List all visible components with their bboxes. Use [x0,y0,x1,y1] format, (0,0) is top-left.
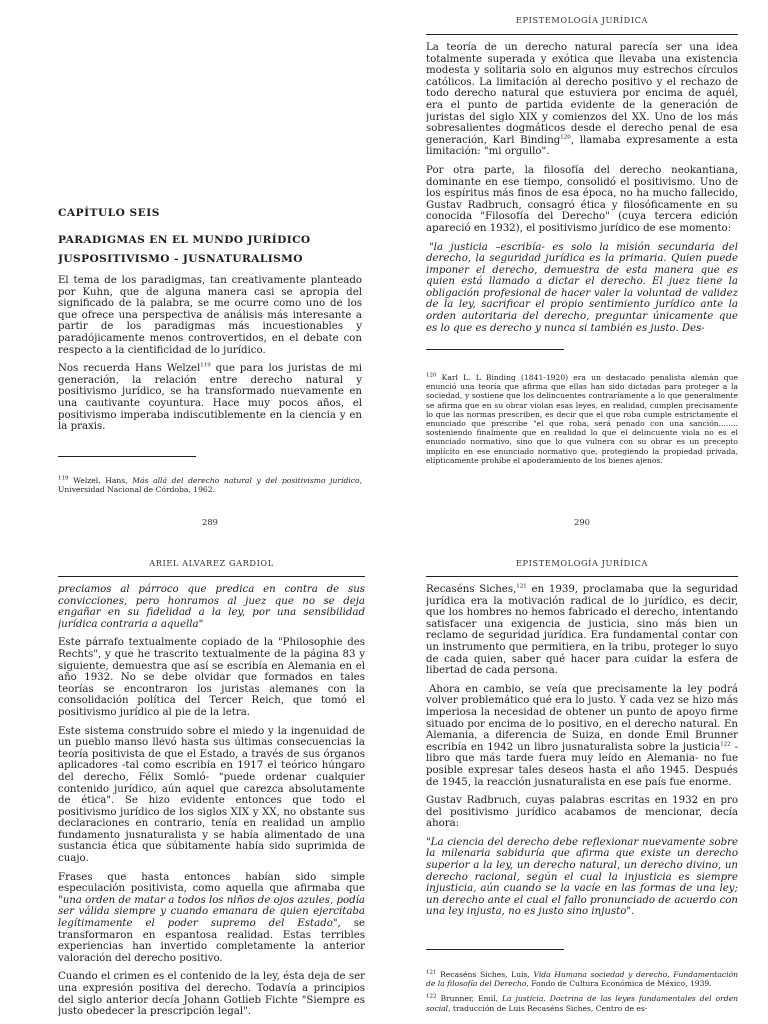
block-quote: preciamos al párroco que predica en contra de sus convicciones, pero honramos al juez que no se deja engañar en su fidelidad a la ley, por una sensibilidad jurídica contraria a aquella" [58,584,365,630]
footnote-number: 120 [426,372,437,379]
text: Recaséns Siches, [426,584,517,595]
footnote-number: 119 [58,475,69,482]
text: , traducción de Luis Recaséns Siches, Centro de es- [448,1003,648,1013]
footnote-ref: 121 [516,583,527,590]
footnote-ref: 122 [720,741,731,748]
footnote-ref: 120 [560,134,571,141]
body-text [58,275,362,440]
running-header: ARIEL ALVAREZ GARDIOL [149,558,274,568]
paragraph: El tema de los paradigmas, tan creativamente planteado por Kuhn, que de alguna manera casi se apropia del significado de la palabra, se me ocurre como uno de los que ofrece una perspectiva de análisis más interesante a partir de los paradigmas más incuestionables y paradójicamente menos controvertidos, en el debate con respecto a la cientificidad de lo jurídico. [58,275,362,356]
text: Ahora en cambio, se veía que precisamente la ley podrá volver problemático qué era lo justo. Y cada vez se hizo más imperiosa la necesidad de obtener un punto de apoyo firme situado por encima de lo positivo, en el derecho natural. En Alemania, a diferencia de Suiza, en donde Emil Brunner escribía en 1942 un libro jusnaturalista sobre la justicia [426,683,738,753]
text: , Fondo de Cultura Económica de México, 1939. [526,979,712,989]
paragraph: Este párrafo textualmente copiado de la "Philosophie des Rechts", y que he trascrito textualmente de la página 83 y siguiente, demuestra que así se escribía en Alemania en el año 1932. No se debe olvidar que formados en tales teorías se encontraron los juristas alemanes con la consolidación política del Tercer Reich, que tomó el positivismo jurídico al pie de la letra. [58,637,365,718]
body-text [58,584,365,1024]
text: La teoría de un derecho natural parecía ser una idea totalmente superada y exótica que llevaba una existencia modesta y solitaria solo en algunos muy estrechos círculos católicos. La limitación al derecho positivo y el rechazo de todo derecho natural que estuviera por encima de aquél, era el punto de partida evidente de la generación de juristas del siglo XIX y comienzos del XX. Uno de los más sobresalientes dogmáticos desde el derecho penal de esa generación, Karl Binding [426,42,738,146]
footnote-ref: 119 [200,362,211,369]
chapter-heading-block [58,208,362,227]
page-number: 289 [202,517,218,527]
header-rule [426,576,738,577]
footnote-119 [58,476,362,494]
footnote-120 [426,373,738,465]
page-number: 290 [574,517,590,527]
chapter-title-line-2: JUSPOSITIVISMO - JUSNATURALISMO [58,253,303,266]
footnote-separator [426,949,564,950]
text: en 1939, proclamaba que la seguridad jurídica era la motivación radical de lo jurídico, es decir, que los hombres no hemos fabricado el derecho, intentando satisfacer una exigencia de justicia, sino más bien un reclamo de seguridad jurídica. Era fundamental contar con un instrumento que permitiera, en la tribu, proteger lo suyo de cada quien, saber qué hacer para cuidar la esfera de libertad de cada persona. [426,584,738,677]
body-text [426,584,738,925]
page-290 [426,0,738,538]
text: - libro que más tarde fuera muy leído en Alemania- no fue posible expresar tales deseos hasta el año 1945. Después de 1945, la reacción jusnaturalista en ese país fue enorme. [426,741,738,788]
paragraph [58,363,362,433]
paragraph [426,684,738,788]
page-292 [426,546,738,1024]
footnote-121 [426,970,738,988]
footnote-separator [426,349,564,350]
text: Welzel, Hans, [68,476,133,485]
italic-text: una orden de matar a todos los niños de ojos azules, podía ser válida siempre y cuando emanara de quien ejercitaba legítimamente el poder supremo del Estado [58,894,365,930]
text: Brunner, Emil, [436,994,502,1004]
chapter-title-line-1: PARADIGMAS EN EL MUNDO JURÍDICO [58,234,311,246]
page-289 [58,0,362,538]
running-header: EPISTEMOLOGÍA JURÍDICA [515,558,649,568]
header-rule [426,34,738,35]
chapter-title-block [58,234,362,273]
text: que para los juristas de mi generación, la relación entre derecho natural y positivismo jurídico, se ha transformado nuevamente en una cautivante coyuntura. Hace muy pocos años, el positivismo imperaba indiscutiblemente en la ciencia y en la praxis. [58,363,362,433]
text: Recaséns Siches, Luis, [436,970,534,979]
block-quote: "La ciencia del derecho debe reflexionar nuevamente sobre la milenaria sabiduría que afirma que existe un derecho superior a la ley, un derecho natural, un derecho divino, un derecho racional, según el cual la injusticia es siempre injusticia, aún cuando se la vacíe en las formas de una ley; un derecho ante el cual el fallo pronunciado de acuerdo con una ley injusta, no es justo sino injusto". [426,836,738,918]
book-title: La justicia. Doctrina de las leyes fundamentales del orden social [426,994,738,1013]
paragraph [426,584,738,677]
text: , llamaba expresamente a esta limitación: "mi orgullo". [426,134,738,158]
text: Karl L. L Binding (1841-1920) era un destacado penalista alemán que enunció una teoría que afirma que ellas han sido dictadas para proteger a la sociedad, y sostiene que los delincuentes contraríamente a lo que generalmente se afirma que en su obrar violan esas leyes, en realidad, cumplen precisamente lo que las normas prescriben, es decir que el que roba cumple estrictamente el enunciado que prescribe "el que roba, será penado con una sanción........ sosteniendo finalmente que en realidad lo que el delincuente viola no es el enunciado normativo, sino que lo que vulnera con su obrar es un precepto implícito en ese enunciado normativo que, protegiendo la propiedad privada, elípticamente prohíbe el apoderamiento de los bienes ajenos. [426,373,738,465]
text: , Universidad Nacional de Córdoba, 1962. [58,476,362,495]
paragraph: Gustav Radbruch, cuyas palabras escritas en 1932 en pro del positivismo jurídico acabamos de mencionar, decía ahora: [426,795,738,830]
body-text [426,42,738,341]
footnotes [426,970,738,1019]
footnotes [426,373,738,471]
footnotes [58,476,362,500]
footnote-number: 122 [426,993,437,1000]
page-291 [58,546,365,1024]
footnote-number: 121 [426,969,437,976]
paragraph [426,42,738,158]
text: ", se transformaron en espantosa realidad. Estas terribles experiencias han invertido completamente la anterior valoración del derecho positivo. [58,918,365,964]
text: Nos recuerda Hans Welzel [58,363,201,375]
paragraph: Por otra parte, la filosofía del derecho neokantiana, dominante en ese tiempo, consolidó el positivismo. Uno de los espíritus más finos de esa época, no ha mucho fallecido, Gustav Radbruch, consagró ética y filosóficamente en su conocida "Filosofía del Derecho" (cuya tercera edición apareció en 1932), el positivismo jurídico de ese momento: [426,164,738,234]
paragraph: Este sistema construido sobre el miedo y la ingenuidad de un pueblo manso llevó hasta sus últimas consecuencias la teoría positivista de que el Estado, a través de sus órganos aplicadores -tal como escribía en 1917 el teórico húngaro del derecho, Félix Somló- "puede ordenar cualquier contenido jurídico, aún aquel que carezca absolutamente de ética". Se hizo evidente entonces que todo el positivismo jurídico de los siglos XIX y XX, no obstante sus declaraciones en contrario, tenía en realidad un amplio fundamento jusnaturalista y se había alimentado de una sustancia ética que súbitamente había sido suprimida de cuajo. [58,725,365,865]
block-quote: "la justicia –escribía- es solo la misión secundaria del derecho, la seguridad jurídica es la primaria. Quien puede imponer el derecho, demuestra de esta manera que es quien está llamado a dictar el derecho. El juez tiene la obligación profesional de hacer valer la voluntad de validez de la ley, sacrificar el propio sentimiento jurídico ante la orden autoritaria del derecho, preguntar únicamente que es lo que es derecho y nunca si también es justo. Des- [426,241,738,334]
header-rule [58,576,365,577]
book-title: Más allá del derecho natural y del positivismo jurídico [132,476,360,485]
footnote-separator [58,456,196,457]
chapter-label: CAPÍTULO SEIS [58,207,160,219]
text: Frases que hasta entonces habían sido simple especulación positivista, como aquella que afirmaba que " [58,871,365,906]
paragraph: Cuando el crimen es el contenido de la ley, ésta deja de ser una expresión positiva del derecho. Todavía a principios del siglo anterior decía Johann Gotlieb Fichte "Siempre es justo obedecer la prescripción legal". [58,971,365,1018]
footnote-122 [426,994,738,1012]
running-header: EPISTEMOLOGÍA JURÍDICA [515,15,649,25]
paragraph [58,872,365,965]
book-title: Vida Humana sociedad y derecho, Fundamentación de la filosofía del Derecho [426,970,738,989]
